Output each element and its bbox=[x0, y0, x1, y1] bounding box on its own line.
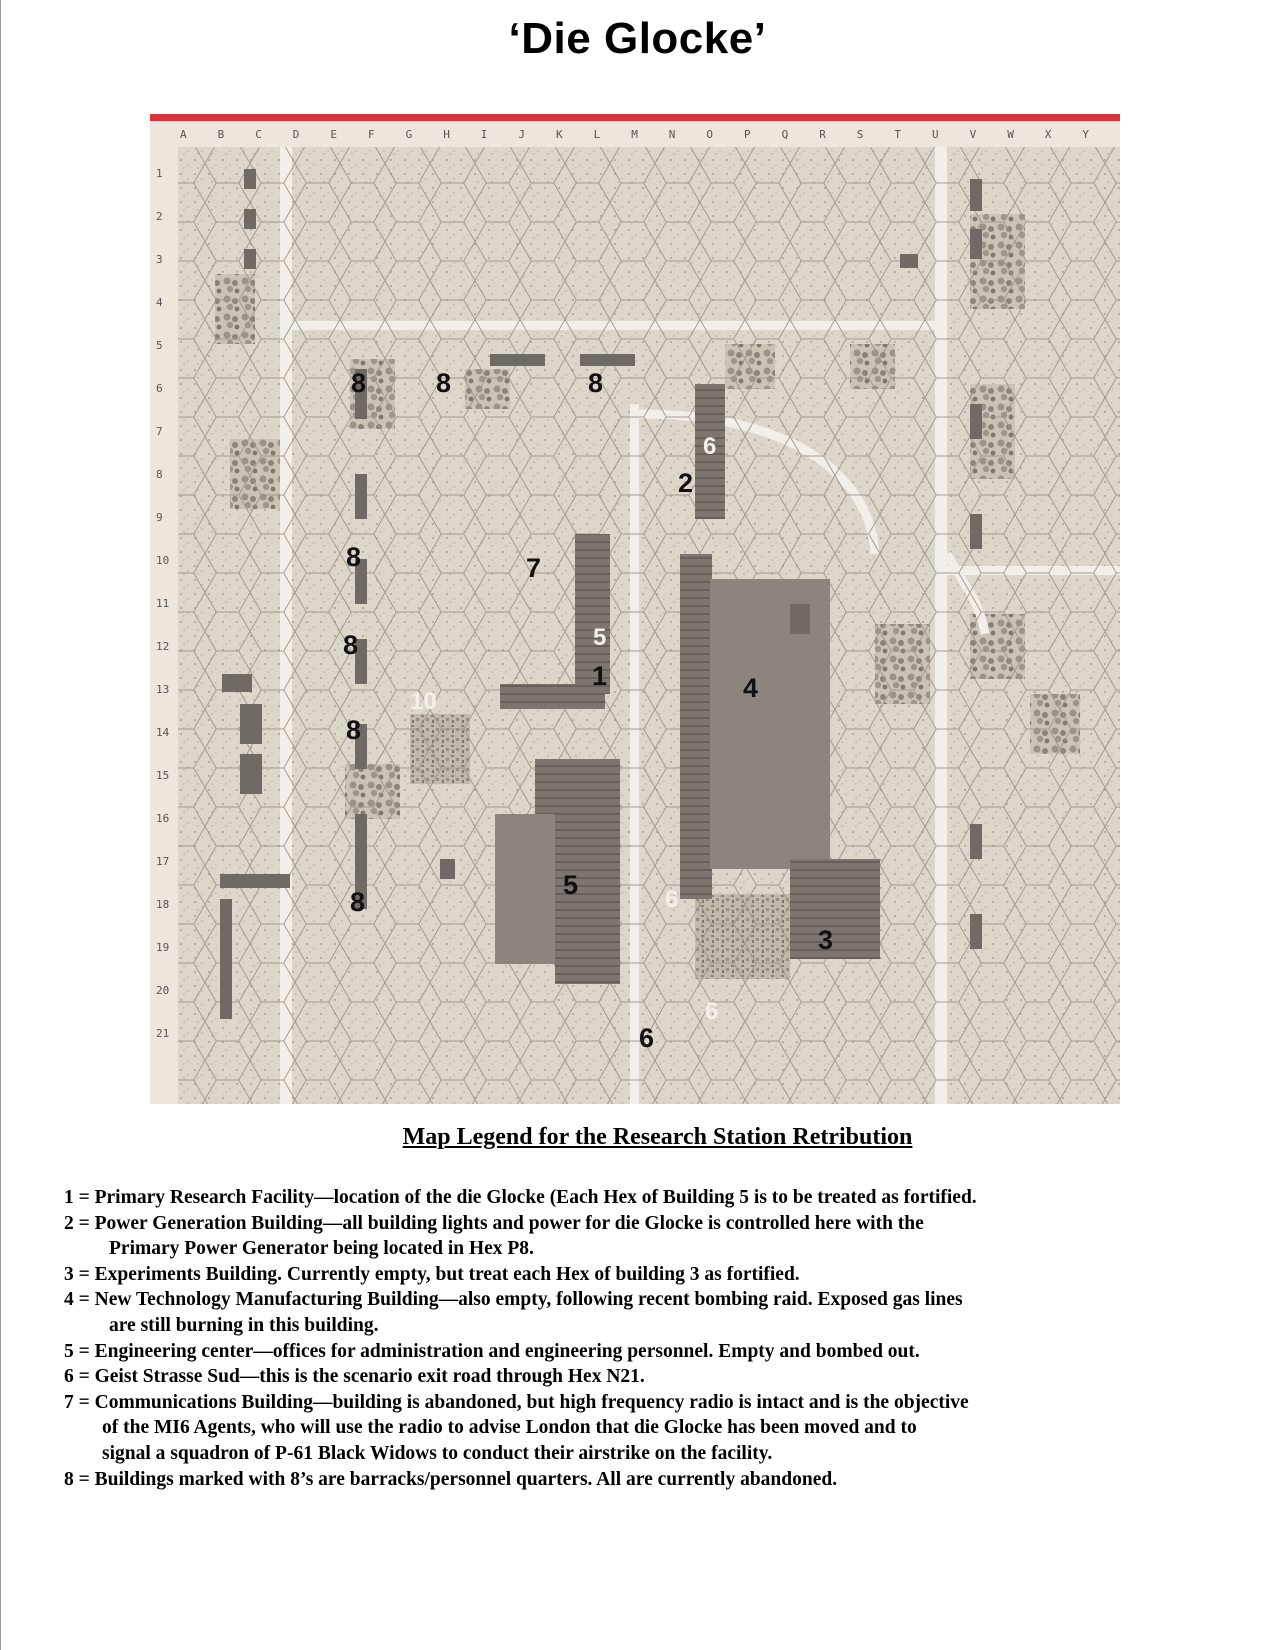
row-label: 21 bbox=[156, 1027, 170, 1040]
column-label: T bbox=[894, 128, 902, 141]
legend-item-2-line1: 2 = Power Generation Building—all building lights and power for die Glocke is controlled here with the bbox=[64, 1212, 924, 1234]
ghost-marker-6c: 6 bbox=[705, 998, 719, 1025]
row-label: 7 bbox=[156, 425, 163, 438]
row-label: 13 bbox=[156, 683, 170, 696]
column-label: R bbox=[819, 128, 826, 141]
marker-5-engineering: 5 bbox=[563, 870, 579, 900]
column-label: E bbox=[330, 128, 338, 141]
column-label: H bbox=[443, 128, 450, 141]
hex-map bbox=[150, 114, 1120, 1104]
hex-map-svg bbox=[150, 114, 1120, 1104]
row-label: 5 bbox=[156, 339, 163, 352]
column-label: M bbox=[631, 128, 638, 141]
column-label: U bbox=[932, 128, 939, 141]
legend-item-3-line1: 3 = Experiments Building. Currently empty, but treat each Hex of building 3 as fortified. bbox=[64, 1263, 800, 1285]
row-label: 20 bbox=[156, 984, 170, 997]
column-label: N bbox=[668, 128, 676, 141]
legend-item-4-line1: 4 = New Technology Manufacturing Building—also empty, following recent bombing raid. Exposed gas lines bbox=[64, 1289, 963, 1311]
column-label: W bbox=[1007, 128, 1014, 141]
marker-8-barracks-e: 8 bbox=[343, 630, 359, 660]
marker-2-power-generation: 2 bbox=[678, 468, 694, 498]
row-label: 17 bbox=[156, 855, 170, 868]
marker-8-barracks-g: 8 bbox=[350, 887, 366, 917]
legend-item-3 bbox=[64, 1262, 1244, 1288]
legend-item-4-line2: are still burning in this building. bbox=[109, 1314, 379, 1336]
column-label: P bbox=[744, 128, 751, 141]
column-label: C bbox=[255, 128, 262, 141]
page-title: ‘Die Glocke’ bbox=[508, 14, 767, 63]
marker-8-barracks-a: 8 bbox=[351, 368, 367, 398]
legend-item-1-line1: 1 = Primary Research Facility—location of the die Glocke (Each Hex of Building 5 is to be treated as fortified. bbox=[64, 1187, 977, 1208]
row-label: 4 bbox=[156, 296, 163, 309]
row-label: 12 bbox=[156, 640, 170, 653]
column-label: O bbox=[706, 128, 714, 141]
legend-item-7 bbox=[64, 1390, 1244, 1467]
row-label: 3 bbox=[156, 253, 163, 266]
marker-3-experiments: 3 bbox=[818, 925, 834, 955]
marker-8-barracks-c: 8 bbox=[588, 368, 604, 398]
legend-item-8 bbox=[64, 1467, 1244, 1493]
row-label: 10 bbox=[156, 554, 170, 567]
row-label-strip bbox=[150, 147, 178, 1104]
legend-item-5-line1: 5 = Engineering center—offices for administration and engineering personnel. Empty and bombed out. bbox=[64, 1340, 920, 1362]
column-label: B bbox=[217, 128, 225, 141]
column-label: K bbox=[556, 128, 563, 141]
legend-item-1 bbox=[64, 1185, 1244, 1211]
ghost-marker-6: 6 bbox=[703, 433, 717, 460]
legend-title: Map Legend for the Research Station Retribution bbox=[402, 1124, 913, 1150]
column-label: G bbox=[405, 128, 413, 141]
legend-item-5 bbox=[64, 1339, 1244, 1365]
ghost-marker-6b: 6 bbox=[665, 886, 679, 913]
column-label: J bbox=[518, 128, 526, 141]
map-legend bbox=[64, 1185, 1244, 1492]
row-label: 18 bbox=[156, 898, 170, 911]
marker-6-exit-road: 6 bbox=[639, 1023, 655, 1053]
legend-item-2-line2: Primary Power Generator being located in Hex P8. bbox=[109, 1238, 534, 1260]
column-label: L bbox=[593, 128, 601, 141]
legend-item-6 bbox=[64, 1364, 1244, 1390]
legend-item-7-line2: of the MI6 Agents, who will use the radio to advise London that die Glocke has been moved and to bbox=[102, 1417, 917, 1439]
column-label: I bbox=[480, 128, 488, 141]
legend-item-7-line1: 7 = Communications Building—building is abandoned, but high frequency radio is intact and is the objective bbox=[64, 1391, 969, 1413]
page-left-border bbox=[0, 0, 1, 1650]
row-label: 2 bbox=[156, 210, 163, 223]
marker-8-barracks-b: 8 bbox=[436, 368, 452, 398]
row-label: 16 bbox=[156, 812, 170, 825]
legend-item-8-line1: 8 = Buildings marked with 8’s are barracks/personnel quarters. All are currently abandoned. bbox=[64, 1468, 838, 1490]
row-label: 11 bbox=[156, 597, 170, 610]
column-label: F bbox=[368, 128, 375, 141]
legend-item-4 bbox=[64, 1287, 1244, 1338]
hex-grid bbox=[178, 147, 1120, 1104]
legend-item-2 bbox=[64, 1211, 1244, 1262]
row-label: 8 bbox=[156, 468, 163, 481]
column-label: A bbox=[180, 128, 187, 141]
row-label: 14 bbox=[156, 726, 170, 739]
row-label: 19 bbox=[156, 941, 170, 954]
ghost-marker-10: 10 bbox=[410, 688, 437, 715]
map-top-red-bar bbox=[150, 114, 1120, 121]
column-label: X bbox=[1044, 128, 1052, 141]
marker-4-new-technology: 4 bbox=[743, 673, 759, 703]
marker-8-barracks-f: 8 bbox=[346, 715, 362, 745]
row-label: 6 bbox=[156, 382, 163, 395]
row-label: 15 bbox=[156, 769, 170, 782]
marker-8-barracks-d: 8 bbox=[346, 542, 362, 572]
column-label: Q bbox=[781, 128, 789, 141]
column-label: S bbox=[856, 128, 864, 141]
column-label: D bbox=[292, 128, 300, 141]
ghost-marker-5: 5 bbox=[593, 624, 607, 651]
legend-item-6-line1: 6 = Geist Strasse Sud—this is the scenario exit road through Hex N21. bbox=[64, 1366, 645, 1388]
column-label: Y bbox=[1082, 128, 1090, 141]
marker-1-primary-research: 1 bbox=[592, 661, 608, 691]
row-label: 1 bbox=[156, 167, 163, 180]
legend-item-7-line3: signal a squadron of P-61 Black Widows to conduct their airstrike on the facility. bbox=[102, 1442, 773, 1464]
row-label: 9 bbox=[156, 511, 163, 524]
marker-7-communications: 7 bbox=[526, 553, 542, 583]
column-label: V bbox=[969, 128, 977, 141]
